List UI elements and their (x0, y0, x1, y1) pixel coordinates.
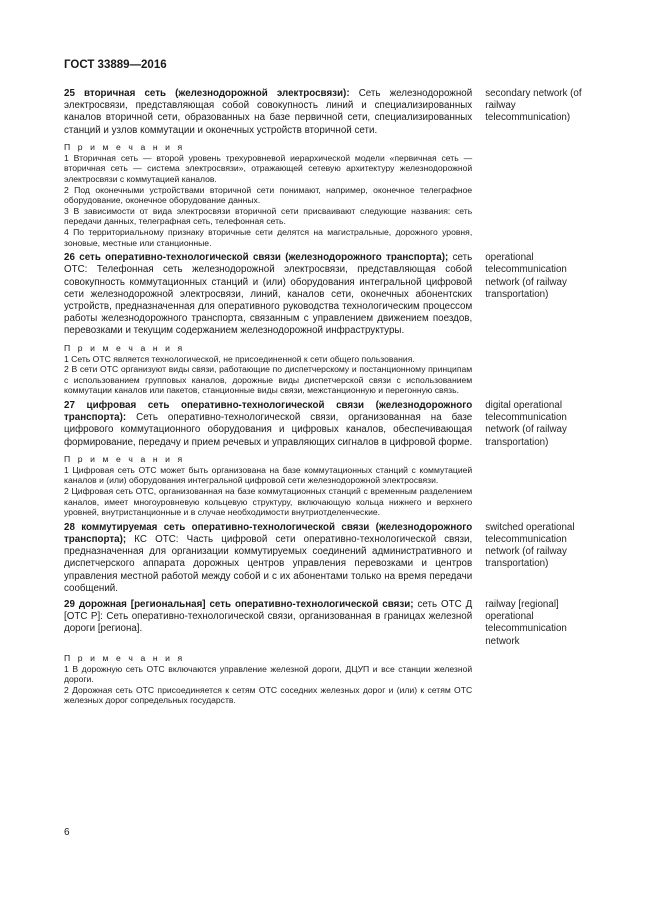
term-main (64, 599, 472, 706)
term-name: сеть оперативно-технологической связи (железнодорожного транспорта); (79, 252, 449, 264)
term-definition (64, 599, 472, 636)
english-equivalent: secondary network (of railway telecommunication) (485, 88, 582, 124)
english-equivalent: operational telecommunication network (of railway transportation) (485, 252, 567, 300)
notes-title: П р и м е ч а н и я (64, 652, 185, 663)
term-name: цифровая сеть оперативно-технологической связи (железнодорожного транспорта): (64, 399, 473, 424)
term-name: коммутируемая сеть оперативно-технологической связи (железнодорожного транспорта); (64, 521, 473, 545)
document-header: ГОСТ 33889—2016 (64, 59, 167, 71)
term-definition (64, 88, 472, 137)
term-definition (64, 252, 472, 337)
term-name: вторичная сеть (железнодорожной электросвязи): (84, 88, 350, 99)
term-notes (64, 653, 472, 706)
note-item: 2 Под оконечными устройствами вторичной сети понимают, например, оконечное телеграфное оборудование, оконечное оборудование данных. (64, 184, 473, 206)
terms-list (64, 88, 590, 710)
term-notes (64, 454, 472, 518)
term-number: 25 (64, 88, 75, 99)
term-number: 28 (64, 521, 75, 533)
term-main (64, 522, 472, 595)
term-main (64, 400, 472, 518)
spacer (64, 636, 472, 648)
note-item: 1 Цифровая сеть ОТС может быть организована на базе коммутационных станций с коммутацией каналов и (или) оборудования интегральной цифровой сети железнодорожной электросвязи. (64, 464, 473, 486)
note-item: 3 В зависимости от вида электросвязи вторичной сети присваивают следующие названия: сеть передачи данных, телеграфная сеть, телефонная сеть. (64, 205, 473, 227)
notes-title: П р и м е ч а н и я (64, 141, 185, 152)
term-number: 29 (64, 598, 75, 610)
english-equivalent: railway [regional] operational telecommunication network (485, 598, 567, 647)
note-item: 2 Цифровая сеть ОТС, организованная на базе коммутационных станций с временным разделением каналов, имеет многоуровневую кольцевую структуру, включающую кольца нижнего и верхнего уровней, внутристанционные и в случае необходимости внутриотделенческие. (64, 485, 473, 518)
definition-text: Сеть оперативно-технологической связи, организованная на базе цифрового коммутационного оборудования и цифровых каналов, обеспечивающая формирование, передачу и прием речевых и управляющих сигналов в цифровой форме. (64, 412, 473, 448)
term-name: дорожная [региональная] сеть оперативно-технологической связи; (78, 598, 414, 610)
definition-text: КС ОТС: Часть цифровой сети оперативно-технологической связи, предназначенная для организации коммутируемых соединений административного и диспетчерского аппарата дорожных центров управления перевозками и центров управления местной работой между собой и с их абонентами только на время передачи сообщений. (64, 533, 473, 594)
term-entry (64, 599, 590, 706)
term-definition (64, 400, 472, 449)
term-entry (64, 252, 590, 396)
definition-text: сеть ОТС: Телефонная сеть железнодорожной электросвязи, представляющая собой совокупность коммутационных станций и (или) оборудования интегральной цифровой сети железнодорожной электросвязи, линий, каналов сети, оконечных абонентских устройств, предназначенная для оперативного руководства технологическим процессом работы железнодорожного транспорта, связанным с управлением движением поездов, перевозками и текущим содержанием железнодорожной инфраструктуры. (64, 252, 473, 337)
note-item: 2 Дорожная сеть ОТС присоединяется к сетям ОТС соседних железных дорог и (или) к сетям ОТС железных дорог сопредельных государств. (64, 684, 473, 706)
notes-title: П р и м е ч а н и я (64, 342, 185, 353)
english-equivalent: switched operational telecommunication network (of railway transportation) (485, 521, 575, 570)
note-item: 2 В сети ОТС организуют виды связи, работающие по диспетчерскому и постанционному принципам с использованием групповых каналов, дорожные виды диспетчерской связи с использованием коммутации каналов или пакетов, станционные виды связи, межстанционную и перегонную связь. (64, 364, 473, 396)
term-entry (64, 400, 590, 518)
definition-text: Сеть железнодорожной электросвязи, представляющая собой совокупность линий и специализированных каналов вторичной сети, образованных на базе первичной сети, специализированных станций и узлов коммутации и оконечных устройств вторичной сети. (64, 88, 473, 136)
term-number: 26 (64, 252, 75, 264)
page-number: 6 (64, 827, 70, 838)
term-main (64, 252, 472, 396)
term-main (64, 88, 472, 248)
notes-title: П р и м е ч а н и я (64, 453, 185, 464)
term-entry (64, 522, 590, 595)
term-number: 27 (64, 399, 75, 411)
term-notes (64, 142, 472, 248)
note-item: 1 Вторичная сеть — второй уровень трехуровневой иерархической модели «первичная сеть — вторичная сеть — система электросвязи», отражающей сетевую архитектуру железнодорожной электросвязи с коммутацией каналов. (64, 152, 473, 184)
definition-text: сеть ОТС Д [ОТС Р]: Сеть оперативно-технологической связи, организованная в границах железной дороги [региона]. (64, 598, 473, 635)
english-equivalent: digital operational telecommunication network (of railway transportation) (485, 399, 567, 448)
note-item: 1 В дорожную сеть ОТС включаются управление железной дороги, ДЦУП и все станции железной дороги. (64, 663, 473, 685)
term-definition (64, 522, 472, 595)
note-item: 4 По территориальному признаку вторичные сети делятся на магистральные, дорожного уровня, зоновые, местные или станционные. (64, 226, 473, 248)
note-item: 1 Сеть ОТС является технологической, не присоединенной к сети общего пользования. (64, 353, 415, 364)
term-notes (64, 343, 472, 396)
term-entry (64, 88, 590, 248)
